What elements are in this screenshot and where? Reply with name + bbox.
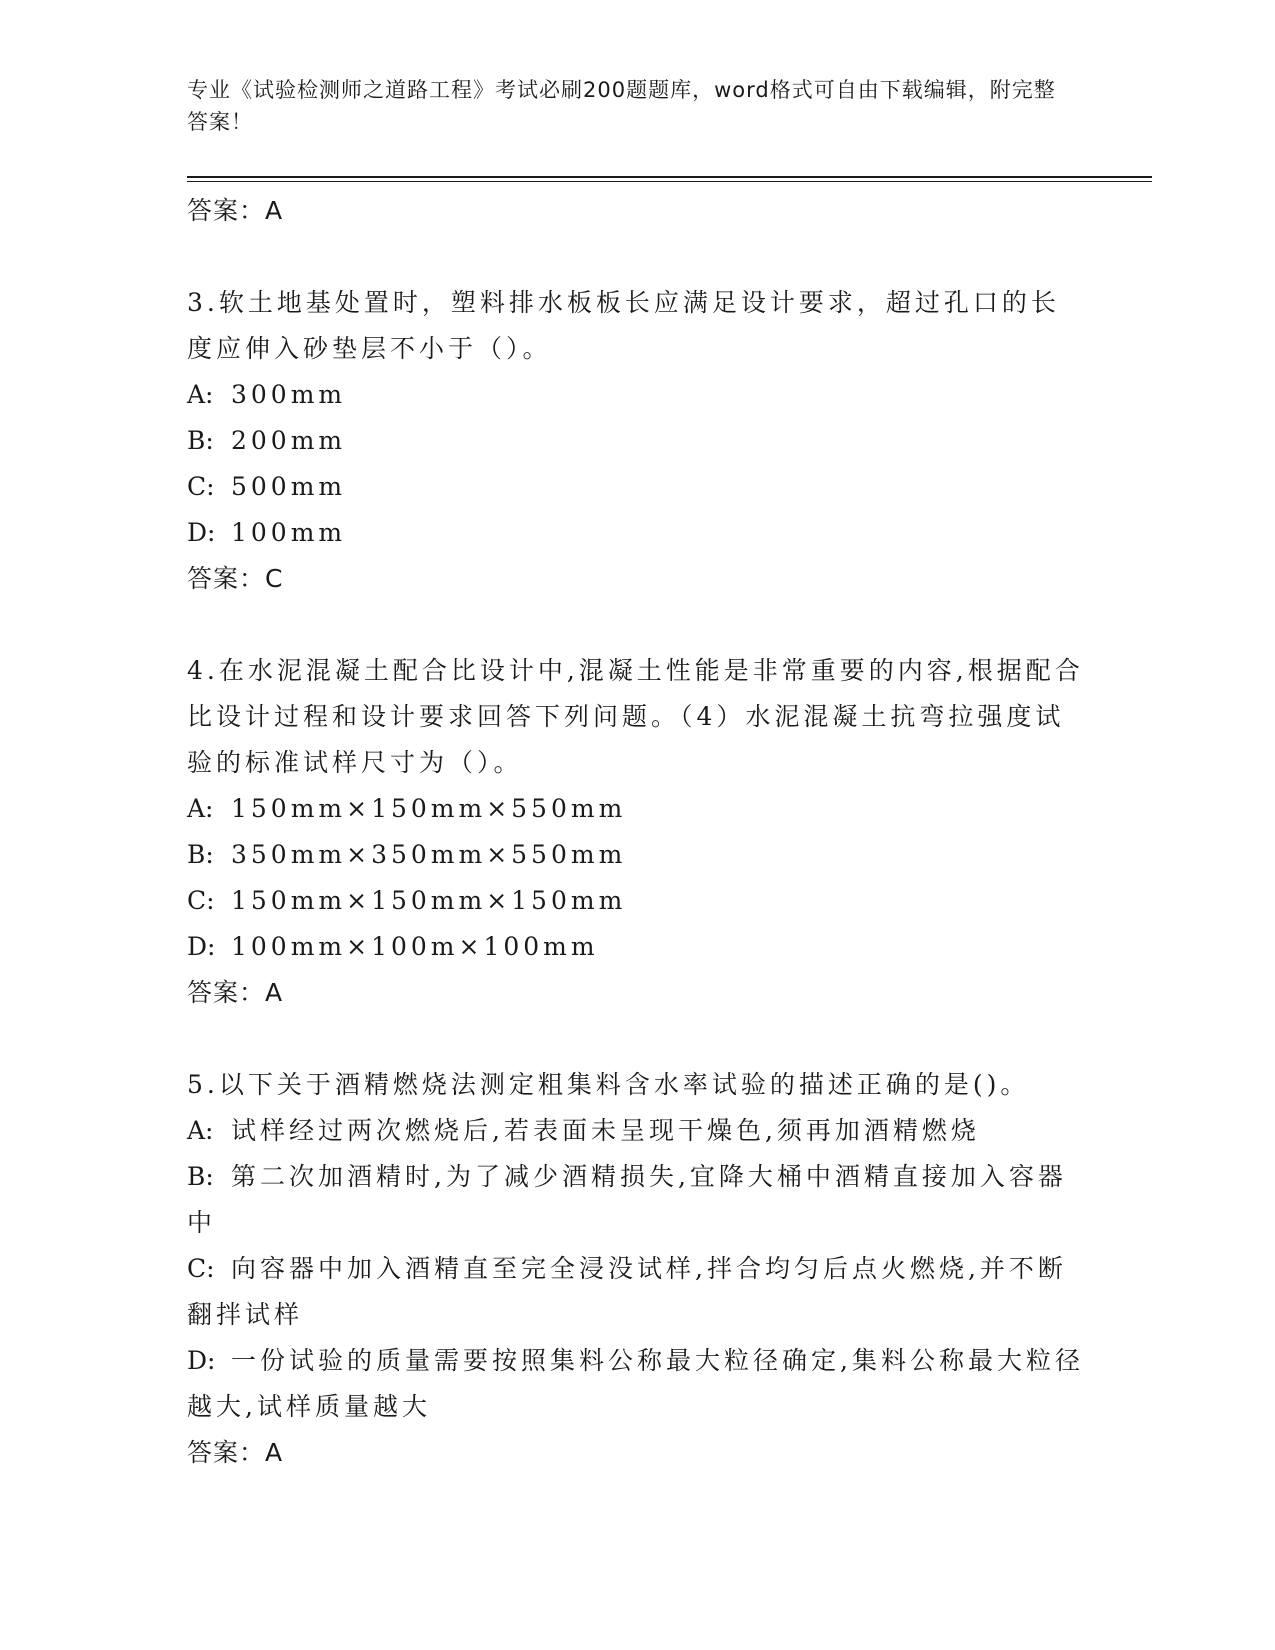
- option-text: 150mm×150mm×150mm: [231, 886, 627, 915]
- option-a: [187, 1108, 1087, 1154]
- header-rule-thick: [187, 176, 1152, 178]
- option-text: 100mm: [231, 518, 347, 547]
- option-b: [187, 418, 1087, 464]
- question-text: 4.在水泥混凝土配合比设计中,混凝土性能是非常重要的内容,根据配合比设计过程和设计要求回答下列问题。（4）水泥混凝土抗弯拉强度试验的标准试样尺寸为（）。: [187, 656, 1084, 777]
- question-text: 5.以下关于酒精燃烧法测定粗集料含水率试验的描述正确的是()。: [187, 1070, 1030, 1099]
- option-b: [187, 832, 1087, 878]
- option-letter: A:: [187, 380, 214, 409]
- question-block: [187, 280, 1087, 602]
- option-d: [187, 924, 1087, 970]
- question-block: [187, 1062, 1087, 1476]
- option-text: 试样经过两次燃烧后,若表面未呈现干燥色,须再加酒精燃烧: [231, 1116, 980, 1145]
- header-rule-thin: [187, 181, 1152, 182]
- option-text: 向容器中加入酒精直至完全浸没试样,拌合均匀后点火燃烧,并不断翻拌试样: [187, 1254, 1067, 1329]
- document-header: 专业《试验检测师之道路工程》考试必刷200题题库，word格式可自由下载编辑，附完整答案！: [187, 78, 1056, 134]
- option-letter: D:: [187, 518, 216, 547]
- option-text: 200mm: [231, 426, 347, 455]
- document-content: [187, 188, 1087, 1476]
- option-d: [187, 1338, 1087, 1430]
- answer-line: 答案：A: [187, 1438, 284, 1467]
- option-letter: A:: [187, 794, 214, 823]
- option-a: [187, 372, 1087, 418]
- option-text: 一份试验的质量需要按照集料公称最大粒径确定,集料公称最大粒径越大,试样质量越大: [187, 1346, 1084, 1421]
- option-text: 100mm×100m×100mm: [231, 932, 599, 961]
- option-letter: B:: [187, 1162, 214, 1191]
- option-letter: B:: [187, 426, 214, 455]
- option-text: 第二次加酒精时,为了减少酒精损失,宜降大桶中酒精直接加入容器中: [187, 1162, 1067, 1237]
- question-text: 3.软土地基处置时，塑料排水板板长应满足设计要求，超过孔口的长度应伸入砂垫层不小于（）。: [187, 288, 1060, 363]
- option-text: 150mm×150mm×550mm: [231, 794, 627, 823]
- option-text: 300mm: [231, 380, 347, 409]
- answer-line: 答案：C: [187, 564, 284, 593]
- option-letter: D:: [187, 1346, 216, 1375]
- option-letter: B:: [187, 840, 214, 869]
- option-c: [187, 464, 1087, 510]
- option-letter: D:: [187, 932, 216, 961]
- option-letter: A:: [187, 1116, 214, 1145]
- answer-line: 答案：A: [187, 978, 284, 1007]
- answer-line: 答案：A: [187, 196, 284, 225]
- question-block: [187, 648, 1087, 1016]
- option-letter: C:: [187, 886, 215, 915]
- option-a: [187, 786, 1087, 832]
- option-letter: C:: [187, 472, 215, 501]
- option-letter: C:: [187, 1254, 215, 1283]
- option-b: [187, 1154, 1087, 1246]
- option-c: [187, 878, 1087, 924]
- option-text: 500mm: [231, 472, 347, 501]
- option-c: [187, 1246, 1087, 1338]
- option-d: [187, 510, 1087, 556]
- option-text: 350mm×350mm×550mm: [231, 840, 627, 869]
